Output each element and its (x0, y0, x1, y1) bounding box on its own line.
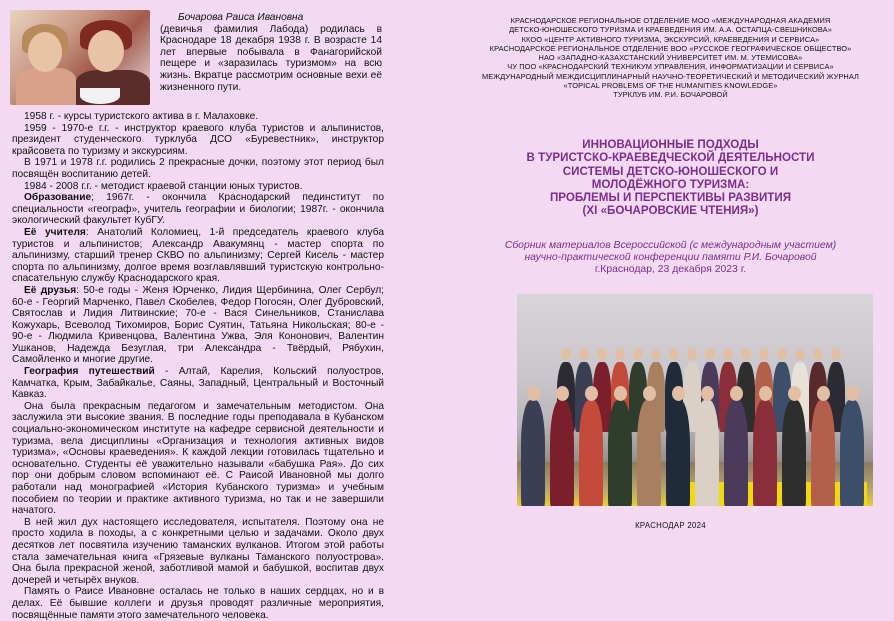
biography-paragraph (12, 181, 384, 193)
organization-line: КРАСНОДАРСКОЕ РЕГИОНАЛЬНОЕ ОТДЕЛЕНИЕ ВОО «РУССКОЕ ГЕОГРАФИЧЕСКОЕ ОБЩЕСТВО» (489, 43, 852, 53)
biography-paragraph (12, 123, 384, 158)
paragraph-text: Память о Раисе Ивановне осталась не только в наших сердцах, но и в делах. Её бывшие коллеги и друзья проводят различные мероприятия, посвящённые памяти этого замечательного человека. (12, 586, 384, 621)
group-photo (517, 294, 873, 506)
book-subtitle (447, 240, 894, 276)
organization-line: МЕЖДУНАРОДНЫЙ МЕЖДИСЦИПЛИНАРНЫЙ НАУЧНО-ТЕОРЕТИЧЕСКИЙ И МЕТОДИЧЕСКИЙ ЖУРНАЛ (482, 71, 859, 81)
biography-paragraph (12, 227, 384, 285)
biography-paragraph (12, 285, 384, 366)
paragraph-text: 1958 г. - курсы туристского актива в г. Малаховке. (24, 111, 259, 122)
organization-line: ТУРКЛУБ ИМ. Р.И. БОЧАРОВОЙ (613, 90, 728, 100)
organization-line: «TOPICAL PROBLEMS OF THE HUMANITIES KNOWLEDGE» (563, 81, 778, 91)
book-title (447, 138, 894, 218)
paragraph-label: Её друзья (24, 284, 77, 296)
city-date: г.Краснодар, 23 декабря 2023 г. (594, 264, 747, 275)
organization-line: НАО «ЗАПАДНО-КАЗАХСТАНСКИЙ УНИВЕРСИТЕТ ИМ. М. УТЕМИСОВА» (538, 53, 803, 63)
paragraph-text: ; 1967г. - окончила Краснодарский пединститут по специальности «географ», учитель географии и биологии; 1987г. - окончила экологический факультет КубГУ. (12, 192, 384, 227)
organizations-list (447, 16, 894, 100)
paragraph-label: Образование (24, 192, 92, 204)
title-line: В ТУРИСТСКО-КРАЕВЕДЧЕСКОЙ ДЕЯТЕЛЬНОСТИ (526, 151, 815, 165)
title-line: СИСТЕМЫ ДЕТСКО-ЮНОШЕСКОГО И (562, 164, 779, 178)
title-line: МОЛОДЁЖНОГО ТУРИЗМА: (591, 177, 750, 191)
portrait-photo (10, 10, 150, 105)
paragraph-text: Она была прекрасным педагогом и замечательным методистом. Она заслужила эти высокие звания. В последние годы преподавала в Кубанском социально-экономическом институте на кафедре сервисной деятельности и туризма, вела дисциплины «Организация и технология активных видов туризма», «Основы краеведения». К каждой лекции готовилась тщательно и основательно. Студенты её уважительно называли «бабушка Рая». До сих пор они добрым словом вспоминают её. С Раисой Ивановной мы долго работали над монографией «История Кубанского туризма» и учебным пособием по теории и практике активного туризма, но так и не завершили начатого. (12, 400, 384, 517)
paragraph-label: География путешествий (24, 366, 155, 378)
person-name: Бочарова Раиса Ивановна (178, 12, 304, 23)
intro-text: (девичья фамилия Лабода) родилась в Краснодаре 18 декабря 1938 г. В возрасте 14 лет впервые побывала в Фанагорийской пещере и «заразилась туризмом» на всю жизнь. Вкратце рассмотрим основные вехи её жизненного пути. (160, 23, 382, 93)
paragraph-label: Её учителя (24, 226, 86, 238)
biography-paragraph (12, 192, 384, 227)
paragraph-text: В 1971 и 1978 г.г. родились 2 прекрасные дочки, поэтому этот период был посвящён воспитанию детей. (12, 157, 384, 180)
subtitle-line: научно-практической конференции памяти Р.И. Бочаровой (524, 252, 817, 263)
biography-paragraph (12, 586, 384, 621)
title-line: ИННОВАЦИОННЫЕ ПОДХОДЫ (582, 138, 759, 151)
biography-paragraph (12, 517, 384, 587)
paragraph-text: 1959 - 1970-е г.г. - инструктор краевого клуба туристов и альпинистов, президент студенческого турклуба ДСО «Буревестник», инструктор крайсовета по туризму и экскурсиям. (12, 122, 384, 157)
biography-paragraph (12, 111, 384, 123)
biography-text (12, 111, 384, 621)
organization-line: ДЕТСКО-ЮНОШЕСКОГО ТУРИЗМА И КРАЕВЕДЕНИЯ ИМ. А.А. ОСТАПЦА-СВЕШНИКОВА» (509, 25, 832, 35)
right-page (447, 0, 894, 586)
paragraph-text: - Алтай, Карелия, Кольский полуостров, Камчатка, Крым, Забайкалье, Саяны, Западный, Центральный и Восточный Кавказ. (12, 366, 385, 401)
paragraph-text: 1984 - 2008 г.г. - методист краевой станции юных туристов. (24, 180, 303, 192)
paragraph-text: : Анатолий Коломиец, 1-й председатель краевого клуба туристов и альпинистов; Александр Авакумянц - мастер спорта по альпинизму, старший тренер СКВО по альпинизму; Сергей Кисель - мастер спорта по альпинизму, долгое время возглавлявший туристскую контрольно-спасательную службу Краснодарского края. (12, 226, 384, 285)
organization-line: КРАСНОДАРСКОЕ РЕГИОНАЛЬНОЕ ОТДЕЛЕНИЕ МОО «МЕЖДУНАРОДНАЯ АКАДЕМИЯ (510, 16, 831, 25)
paragraph-text: В ней жил дух настоящего исследователя, испытателя. Поэтому она не просто ходила в походы, а с конкретными целью и задачами. Около двух десятков лет посвятила изучению таманских вулканов. Итогом этой работы стала замечательная книга «Грязевые вулканы Таманского полуострова». Она была прекрасной женой, заботливой мамой и бабушкой, воспитав двух дочерей и четырёх внуков. (12, 516, 384, 586)
biography-paragraph (12, 157, 384, 180)
paragraph-text: : 50-е годы - Женя Юрченко, Лидия Щербинина, Олег Сербул; 60-е - Георгий Марченко, Павел Скобелев, Федор Погосян, Олег Дубровский, Святослав и Лидия Литвинские; 70-е - Вася Синельников, Станислава Кожухарь, Всеволод Тихомиров, Борис Суятин, Татьяна Никольская; 80-е - 90-е - Людмила Кривенцова, Валентина Ужва, Эля Кононович, Валентин Ушканов, Надежда Безуглая, три Александра - Твёрдый, Рябухин, Самойленко и многие другие. (12, 284, 385, 366)
title-line: (XI «БОЧАРОВСКИЕ ЧТЕНИЯ») (582, 204, 759, 218)
footer-city-year: КРАСНОДАР 2024 (635, 521, 706, 530)
subtitle-line: Сборник материалов Всероссийской (с международным участием) (504, 240, 837, 251)
biography-paragraph (12, 401, 384, 517)
intro-block (160, 12, 382, 93)
title-line: ПРОБЛЕМЫ И ПЕРСПЕКТИВЫ РАЗВИТИЯ (549, 191, 792, 205)
biography-paragraph (12, 366, 384, 401)
organization-line: ККОО «ЦЕНТР АКТИВНОГО ТУРИЗМА, ЭКСКУРСИЙ, КРАЕВЕДЕНИЯ И СЕРВИСА» (521, 34, 820, 44)
organization-line: ЧУ ПОО «КРАСНОДАРСКИЙ ТЕХНИКУМ УПРАВЛЕНИЯ, ИНФОРМАТИЗАЦИИ И СЕРВИСА» (507, 62, 834, 72)
